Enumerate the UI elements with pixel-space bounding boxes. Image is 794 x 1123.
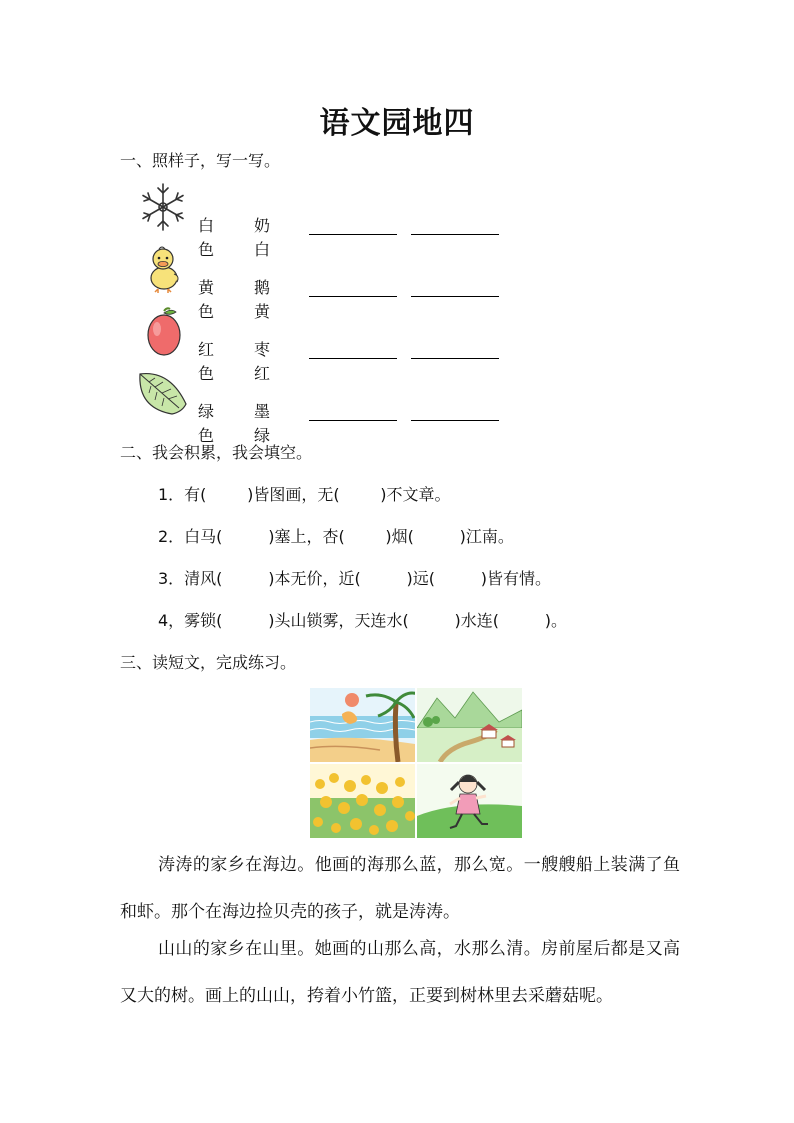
- answer-blank[interactable]: [411, 234, 499, 235]
- example-word: 墨绿: [254, 402, 271, 445]
- color-word: 绿色: [198, 402, 215, 445]
- fill-in-question: 1．有( )皆图画，无( )不文章。: [158, 485, 451, 504]
- leaf-icon: [137, 370, 189, 416]
- answer-blank[interactable]: [309, 296, 397, 297]
- answer-blank[interactable]: [411, 296, 499, 297]
- section-3-heading: 三、读短文，完成练习。: [120, 653, 297, 672]
- answer-blank[interactable]: [309, 234, 397, 235]
- color-word: 黄色: [198, 278, 215, 321]
- fill-in-question: 4，雾锁( )头山锁雾，天连水( )水连( )。: [158, 611, 567, 630]
- jujube-icon: [145, 307, 183, 357]
- answer-blank[interactable]: [309, 420, 397, 421]
- duckling-icon: [146, 244, 182, 294]
- fill-in-question: 3．清风( )本无价，近( )远( )皆有情。: [158, 569, 551, 588]
- answer-blank[interactable]: [309, 358, 397, 359]
- story-illustration: [310, 688, 522, 838]
- section-2-heading: 二、我会积累，我会填空。: [120, 443, 313, 462]
- color-word: 红色: [198, 340, 215, 383]
- example-word: 鹅黄: [254, 278, 271, 321]
- snowflake-icon: [138, 182, 188, 232]
- passage-paragraph: 涛涛的家乡在海边。他画的海那么蓝，那么宽。一艘艘船上装满了鱼和虾。那个在海边捡贝壳的孩子，就是涛涛。: [120, 855, 680, 922]
- example-word: 枣红: [254, 340, 271, 383]
- section-1-heading: 一、照样子，写一写。: [120, 151, 281, 170]
- answer-blank[interactable]: [411, 420, 499, 421]
- color-word: 白色: [198, 216, 215, 259]
- fill-in-question: 2．白马( )塞上，杏( )烟( )江南。: [158, 527, 514, 546]
- answer-blank[interactable]: [411, 358, 499, 359]
- page-title: 语文园地四: [319, 106, 475, 141]
- example-word: 奶白: [254, 216, 271, 259]
- passage-paragraph: 山山的家乡在山里。她画的山那么高，水那么清。房前屋后都是又高又大的树。画上的山山，挎着小竹篮，正要到树林里去采蘑菇呢。: [120, 939, 680, 1006]
